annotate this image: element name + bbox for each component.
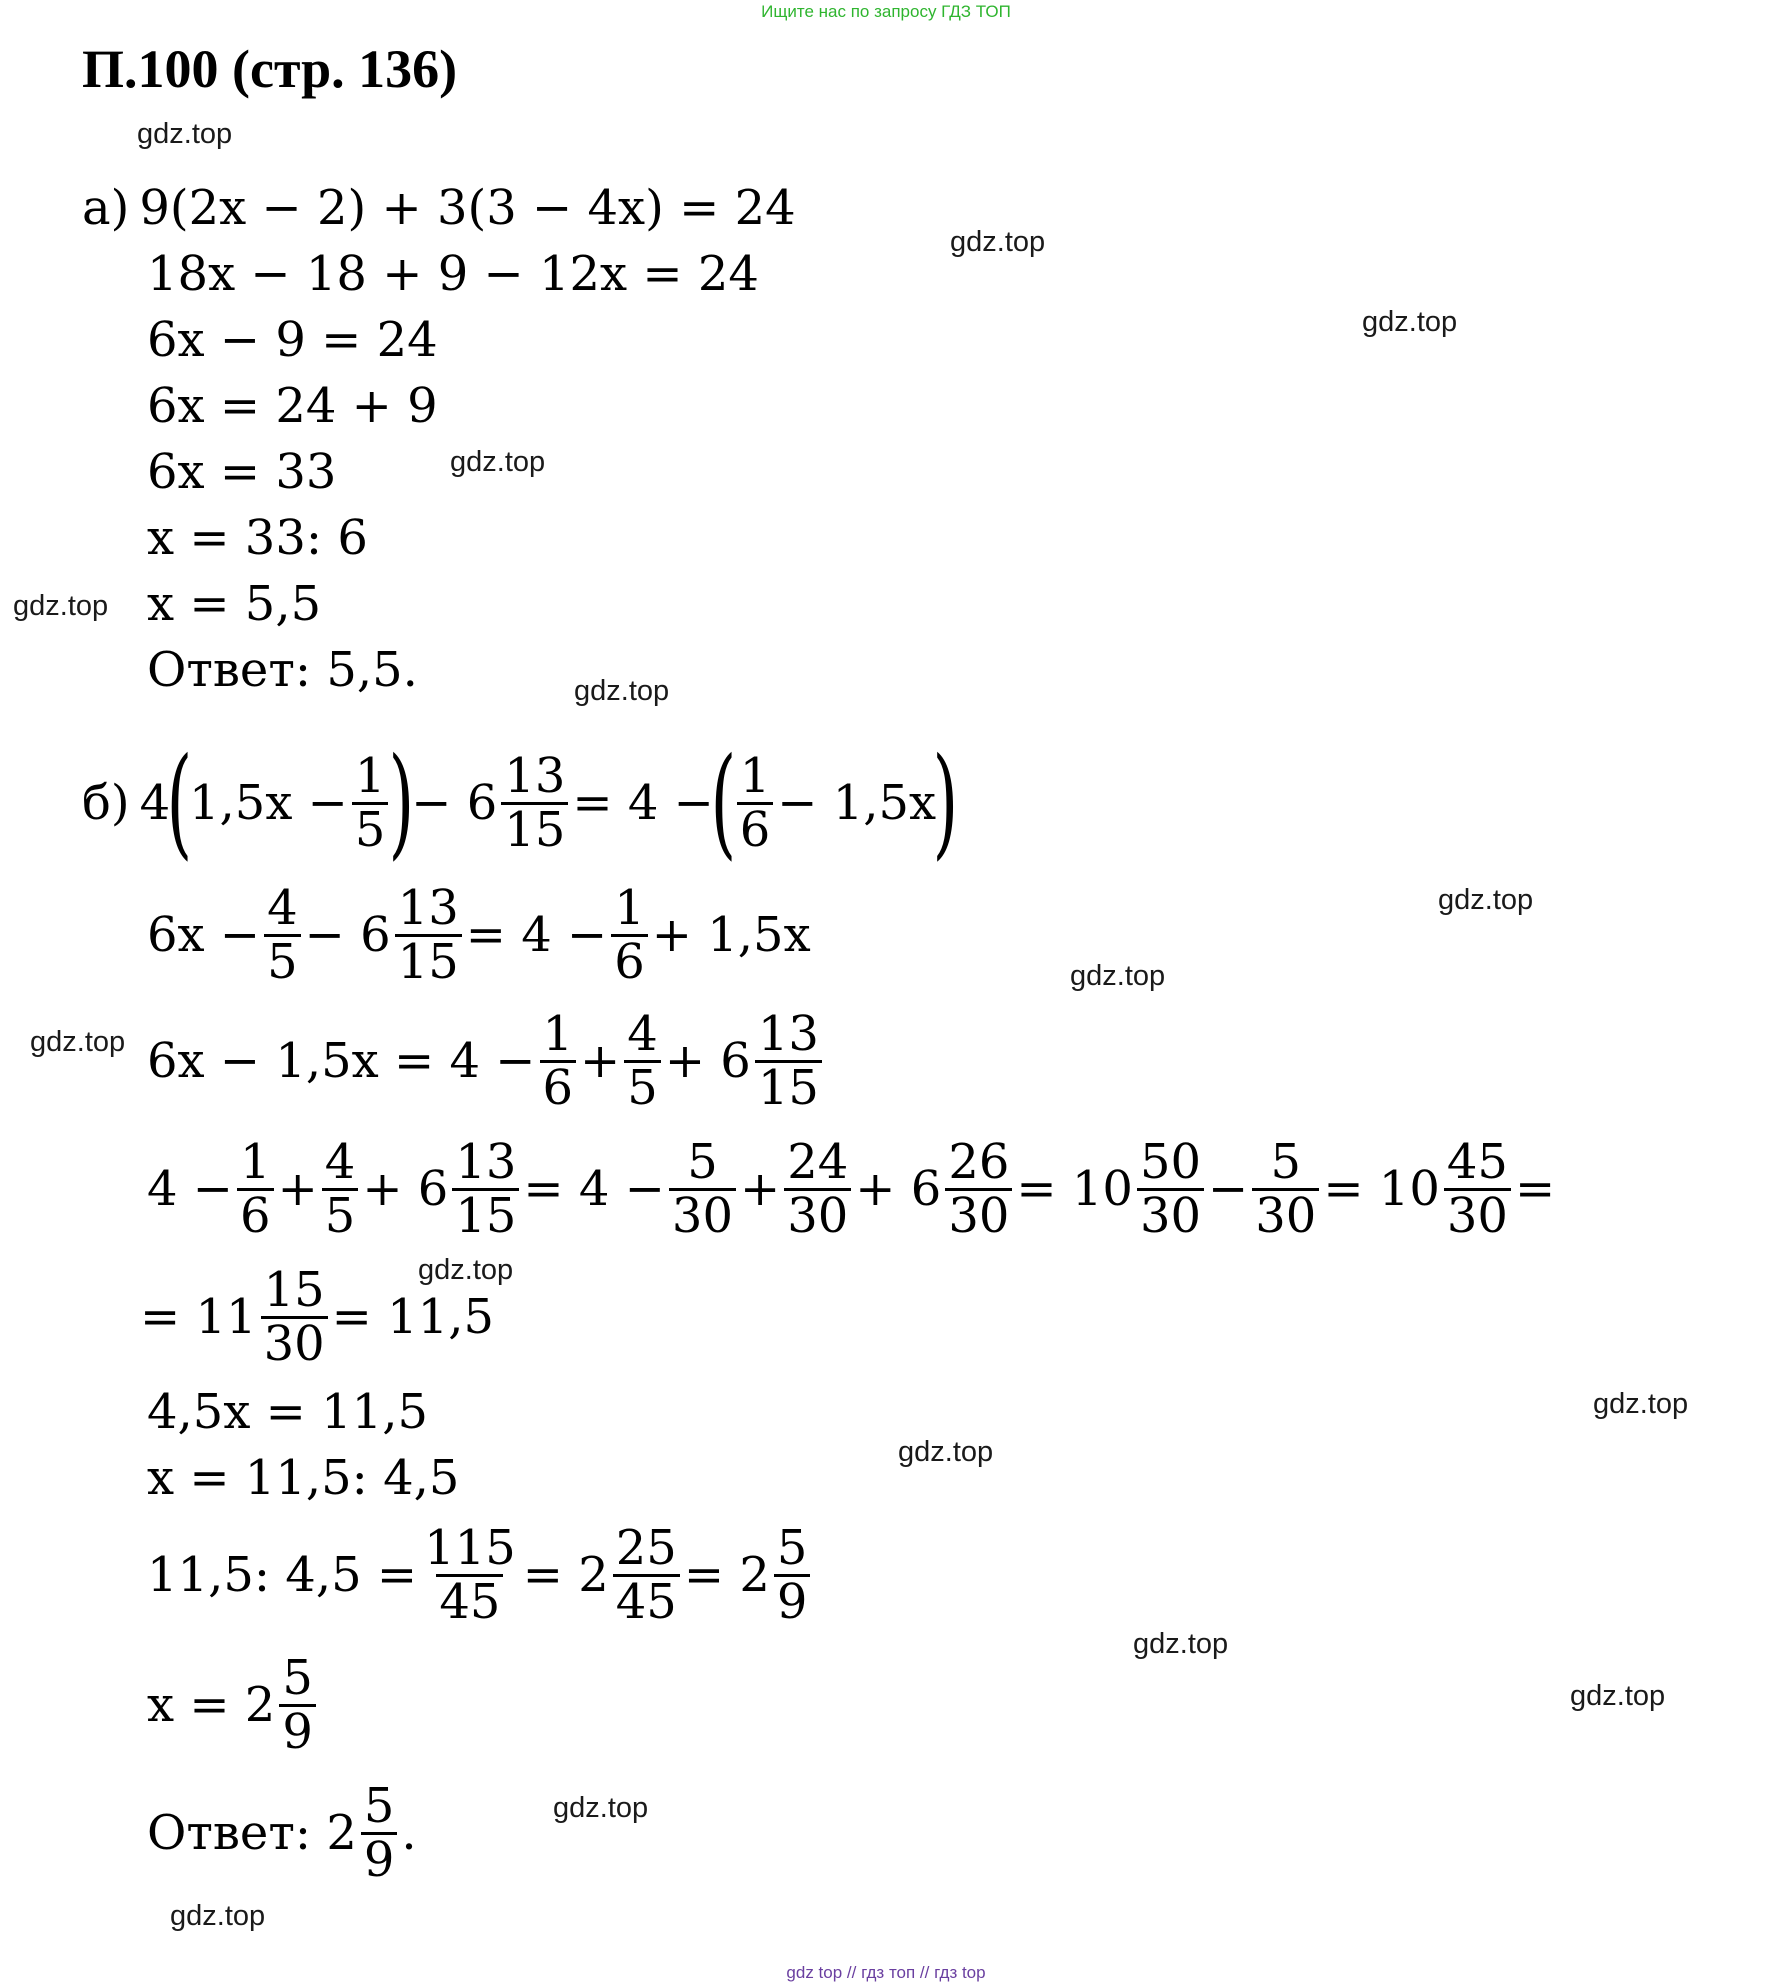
numerator: 5 <box>282 1650 313 1707</box>
fraction <box>279 1650 316 1760</box>
header-ad-text: Ищите нас по запросу ГДЗ ТОП <box>761 2 1011 21</box>
denominator: 6 <box>737 802 774 855</box>
denominator: 30 <box>784 1188 851 1241</box>
watermark: gdz.top <box>1438 884 1534 916</box>
numerator: 13 <box>455 1134 517 1191</box>
numerator: 45 <box>1446 1134 1508 1191</box>
part-b-line-7 <box>147 1450 460 1506</box>
part-a-answer <box>147 642 418 698</box>
watermark: gdz.top <box>898 1436 994 1468</box>
equation-text: + 6 <box>362 1161 449 1217</box>
equation-text: x = 5,5 <box>147 576 322 632</box>
watermark: gdz.top <box>450 446 546 478</box>
watermark: gdz.top <box>13 590 109 622</box>
part-a-line-3 <box>147 312 438 368</box>
part-b-line-2 <box>147 872 811 998</box>
equation-text: − 6 <box>411 775 498 831</box>
numerator: 1 <box>739 748 771 805</box>
denominator: 30 <box>261 1316 328 1369</box>
fraction <box>421 1520 519 1630</box>
equation-text: 4 <box>139 775 171 831</box>
equation-text: = 11 <box>140 1289 257 1345</box>
part-b-line-8 <box>147 1512 814 1638</box>
equation-text: + <box>740 1161 781 1217</box>
denominator: 45 <box>436 1574 503 1627</box>
equation-text: 1,5x − <box>189 775 348 831</box>
fraction <box>945 1134 1012 1244</box>
equation-text: = 4 − <box>523 1161 665 1217</box>
fraction <box>1252 1134 1319 1244</box>
denominator: 6 <box>540 1060 577 1113</box>
denominator: 30 <box>1444 1188 1511 1241</box>
answer-text: . <box>401 1805 417 1861</box>
equation-text: + <box>580 1033 621 1089</box>
equation-text: = 4 − <box>465 907 608 963</box>
equation-text: = 4 − <box>572 775 714 831</box>
numerator: 5 <box>1270 1134 1302 1191</box>
part-a-line-6 <box>147 510 368 566</box>
watermark: gdz.top <box>574 675 670 707</box>
numerator: 5 <box>363 1778 395 1835</box>
watermark: gdz.top <box>1133 1628 1229 1660</box>
equation-text: 9(2x − 2) + 3(3 − 4x) = 24 <box>139 180 796 236</box>
equation-text: − 1,5x <box>777 775 937 831</box>
numerator: 13 <box>757 1006 819 1063</box>
paren-close: ) <box>388 733 415 872</box>
fraction <box>774 1520 811 1630</box>
equation-text: = 2 <box>683 1547 770 1603</box>
denominator: 45 <box>613 1574 680 1627</box>
fraction <box>264 880 301 990</box>
equation-text: = 11,5 <box>331 1289 494 1345</box>
numerator: 24 <box>787 1134 849 1191</box>
fraction <box>624 1006 661 1116</box>
paren-close: ) <box>932 733 959 872</box>
numerator: 26 <box>948 1134 1010 1191</box>
denominator: 5 <box>322 1188 359 1241</box>
watermark: gdz.top <box>950 226 1046 258</box>
paren-open: ( <box>710 733 737 872</box>
denominator: 6 <box>611 934 648 987</box>
equation-text: 6x = 24 + 9 <box>147 378 438 434</box>
part-b-line-4 <box>147 1126 1555 1252</box>
fraction <box>1137 1134 1204 1244</box>
fraction <box>395 880 462 990</box>
equation-text: 11,5: 4,5 = <box>147 1547 418 1603</box>
denominator: 15 <box>452 1188 519 1241</box>
numerator: 1 <box>354 748 386 805</box>
page-title: П.100 (стр. 136) <box>82 39 458 99</box>
part-b-answer <box>147 1770 417 1896</box>
fraction <box>1444 1134 1511 1244</box>
watermark: gdz.top <box>170 1900 266 1932</box>
equation-text: = 10 <box>1016 1161 1133 1217</box>
answer-text: Ответ: 5,5. <box>147 642 418 698</box>
denominator: 30 <box>669 1188 736 1241</box>
part-a-label: а) <box>82 180 130 236</box>
equation-text: x = 33: 6 <box>147 510 368 566</box>
numerator: 50 <box>1139 1134 1202 1191</box>
part-b-line-1 <box>82 733 959 872</box>
part-b-line-5 <box>140 1254 494 1380</box>
fraction <box>452 1134 519 1244</box>
equation-text: + 6 <box>855 1161 942 1217</box>
fraction <box>784 1134 851 1244</box>
fraction <box>669 1134 736 1244</box>
equation-text: − 6 <box>304 907 391 963</box>
fraction <box>613 1520 680 1630</box>
fraction <box>501 748 568 858</box>
fraction <box>611 880 648 990</box>
equation-text: x = 2 <box>147 1677 276 1733</box>
equation-text: 4,5x = 11,5 <box>147 1384 429 1440</box>
numerator: 115 <box>424 1520 516 1577</box>
denominator: 9 <box>361 1832 398 1885</box>
equation-text: + 1,5x <box>651 907 811 963</box>
equation-text: = 10 <box>1323 1161 1440 1217</box>
watermark: gdz.top <box>553 1792 649 1824</box>
numerator: 13 <box>504 748 566 805</box>
fraction <box>737 748 774 858</box>
numerator: 4 <box>627 1006 658 1063</box>
part-b-line-9 <box>147 1642 320 1768</box>
denominator: 9 <box>279 1704 316 1757</box>
equation-text: x = 11,5: 4,5 <box>147 1450 460 1506</box>
numerator: 25 <box>615 1520 677 1577</box>
denominator: 9 <box>774 1574 811 1627</box>
equation-text: 4 − <box>147 1161 234 1217</box>
numerator: 1 <box>240 1134 271 1191</box>
denominator: 15 <box>755 1060 822 1113</box>
denominator: 15 <box>501 802 568 855</box>
equation-text: = <box>1514 1161 1556 1217</box>
equation-text: − <box>1208 1161 1249 1217</box>
fraction <box>755 1006 822 1116</box>
part-a-line-1 <box>82 180 796 236</box>
denominator: 5 <box>352 802 389 855</box>
denominator: 5 <box>264 934 301 987</box>
numerator: 5 <box>687 1134 718 1191</box>
footer-text: gdz top // гдз топ // гдз top <box>786 1963 986 1982</box>
equation-text: 6x − 9 = 24 <box>147 312 438 368</box>
numerator: 5 <box>776 1520 808 1577</box>
equation-text: = 2 <box>522 1547 609 1603</box>
watermark: gdz.top <box>1362 306 1458 338</box>
part-b-line-6 <box>147 1384 429 1440</box>
equation-text: 6x − <box>147 907 261 963</box>
fraction <box>261 1262 328 1372</box>
fraction <box>361 1778 398 1888</box>
numerator: 4 <box>324 1134 356 1191</box>
denominator: 5 <box>624 1060 661 1113</box>
watermark: gdz.top <box>137 118 233 150</box>
denominator: 30 <box>1137 1188 1204 1241</box>
fraction <box>237 1134 274 1244</box>
denominator: 15 <box>395 934 462 987</box>
equation-text: + <box>277 1161 318 1217</box>
equation-text: 6x − 1,5x = 4 − <box>147 1033 536 1089</box>
denominator: 30 <box>945 1188 1012 1241</box>
numerator: 1 <box>614 880 645 937</box>
equation-text: 6x = 33 <box>147 444 337 500</box>
part-b-line-3 <box>147 998 826 1124</box>
answer-text: Ответ: 2 <box>147 1805 357 1861</box>
watermark: gdz.top <box>1070 960 1166 992</box>
fraction <box>352 748 389 858</box>
part-b-label: б) <box>82 775 130 831</box>
fraction <box>322 1134 359 1244</box>
watermark: gdz.top <box>1593 1388 1689 1420</box>
paren-open: ( <box>166 733 193 872</box>
numerator: 1 <box>542 1006 574 1063</box>
watermark: gdz.top <box>30 1026 126 1058</box>
denominator: 30 <box>1252 1188 1319 1241</box>
part-a-line-2 <box>147 246 759 302</box>
part-a-line-7 <box>147 576 322 632</box>
equation-text: 18x − 18 + 9 − 12x = 24 <box>147 246 759 302</box>
part-a-line-5 <box>147 444 337 500</box>
watermark: gdz.top <box>1570 1680 1666 1712</box>
watermark: gdz.top <box>418 1254 514 1286</box>
fraction <box>540 1006 577 1116</box>
part-a-line-4 <box>147 378 438 434</box>
equation-text: + 6 <box>664 1033 751 1089</box>
numerator: 15 <box>263 1262 325 1319</box>
denominator: 6 <box>237 1188 274 1241</box>
numerator: 4 <box>267 880 298 937</box>
numerator: 13 <box>397 880 459 937</box>
